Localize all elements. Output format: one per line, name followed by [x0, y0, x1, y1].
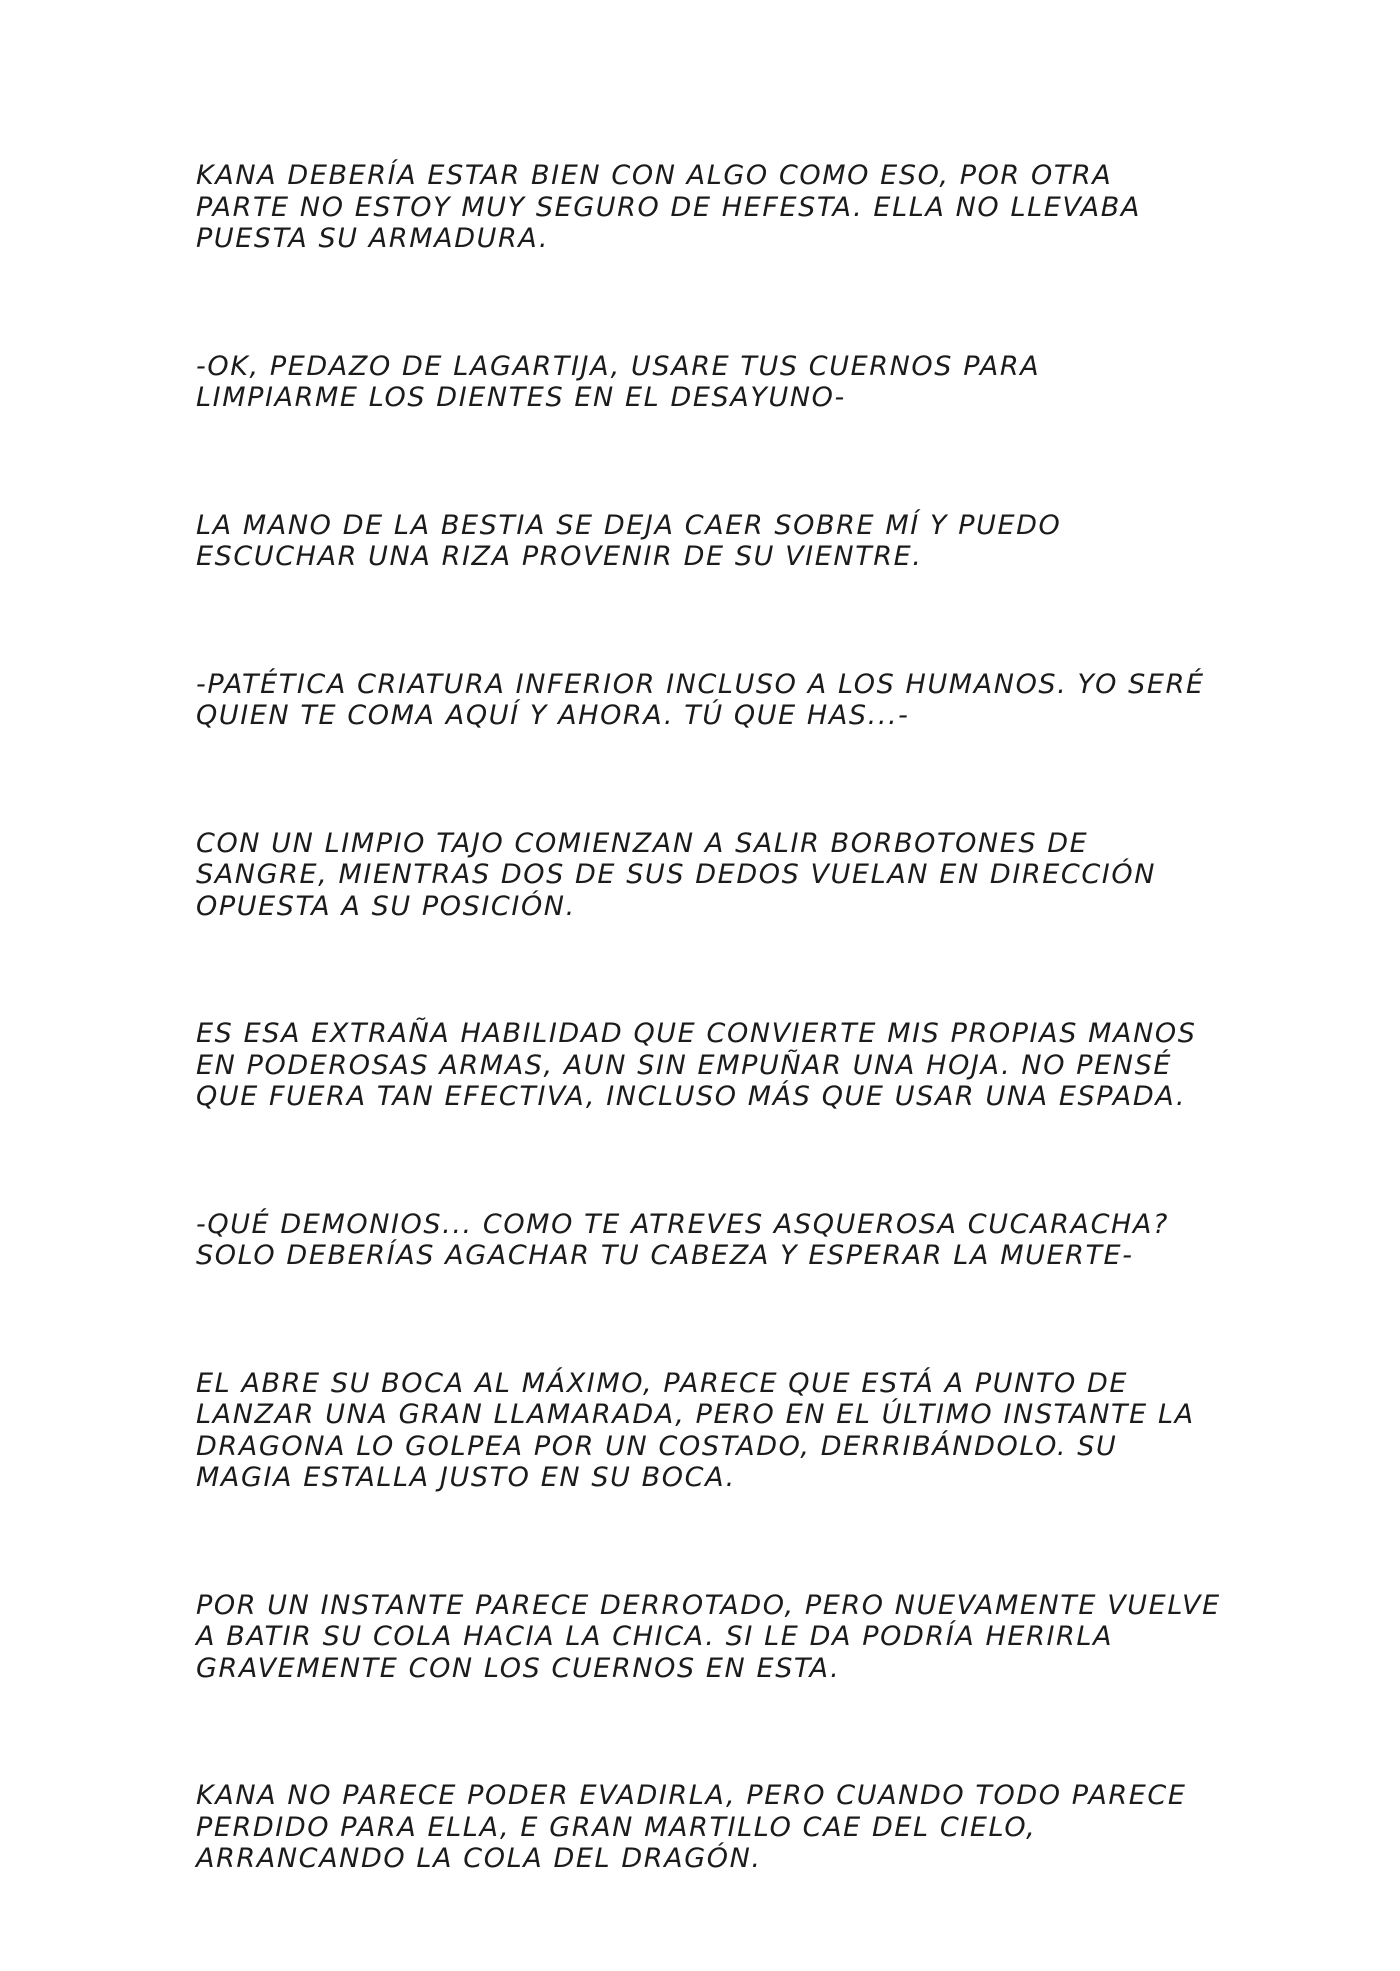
paragraph-2: -OK, PEDAZO DE LAGARTIJA, USARE TUS CUERNOS PARA LIMPIARME LOS DIENTES EN EL DESAYUNO-	[196, 350, 1041, 413]
paragraph-7: -QUÉ DEMONIOS... COMO TE ATREVES ASQUEROSA CUCARACHA? SOLO DEBERÍAS AGACHAR TU CABEZA Y ESPERAR LA MUERTE-	[196, 1208, 1169, 1271]
paragraph-4: -PATÉTICA CRIATURA INFERIOR INCLUSO A LOS HUMANOS. YO SERÉ QUIEN TE COMA AQUÍ Y AHORA. TÚ QUE HAS...-	[196, 668, 1205, 731]
paragraph-1: KANA DEBERÍA ESTAR BIEN CON ALGO COMO ESO, POR OTRA PARTE NO ESTOY MUY SEGURO DE HEFESTA. ELLA NO LLEVABA PUESTA SU ARMADURA.	[196, 160, 1141, 254]
text-column	[196, 160, 1256, 1971]
paragraph-9: POR UN INSTANTE PARECE DERROTADO, PERO NUEVAMENTE VUELVE A BATIR SU COLA HACIA LA CHICA. SI LE DA PODRÍA HERIRLA GRAVEMENTE CON LOS CUERNOS EN ESTA.	[196, 1589, 1221, 1684]
paragraph-8: EL ABRE SU BOCA AL MÁXIMO, PARECE QUE ESTÁ A PUNTO DE LANZAR UNA GRAN LLAMARADA, PERO EN EL ÚLTIMO INSTANTE LA DRAGONA LO GOLPEA POR UN COSTADO, DERRIBÁNDOLO. SU MAGIA ESTALLA JUSTO EN SU BOCA.	[196, 1367, 1195, 1493]
paragraph-5: CON UN LIMPIO TAJO COMIENZAN A SALIR BORBOTONES DE SANGRE, MIENTRAS DOS DE SUS DEDOS VUELAN EN DIRECCIÓN OPUESTA A SU POSICIÓN.	[196, 827, 1157, 922]
paragraph-6: ES ESA EXTRAÑA HABILIDAD QUE CONVIERTE MIS PROPIAS MANOS EN PODEROSAS ARMAS, AUN SIN EMPUÑAR UNA HOJA. NO PENSÉ QUE FUERA TAN EFECTIVA, INCLUSO MÁS QUE USAR UNA ESPADA.	[196, 1018, 1197, 1112]
paragraph-3: LA MANO DE LA BESTIA SE DEJA CAER SOBRE MÍ Y PUEDO ESCUCHAR UNA RIZA PROVENIR DE SU VIENTRE.	[196, 509, 1062, 572]
paragraph-10: KANA NO PARECE PODER EVADIRLA, PERO CUANDO TODO PARECE PERDIDO PARA ELLA, E GRAN MARTILLO CAE DEL CIELO, ARRANCANDO LA COLA DEL DRAGÓN.	[196, 1780, 1187, 1874]
